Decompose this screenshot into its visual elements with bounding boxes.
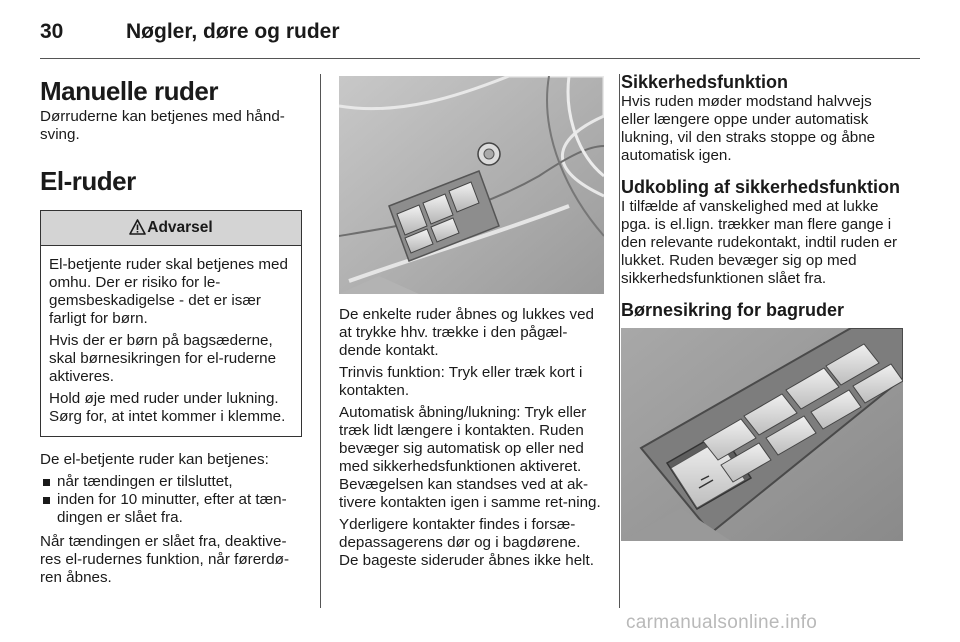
safety-override-text: I tilfælde af vanskelighed med at lukke pga. is el.lign. trækker man flere gange i den relevante rudekontakt, indtil ruden er lukket. Ruden bevæger sig op med sikkerhedsfunktionen slået fra. xyxy=(621,198,898,287)
list-item: inden for 10 minutter, efter at tæn-dingen er slået fra. xyxy=(40,491,304,527)
warning-paragraph-2: Hvis der er børn på bagsæderne, skal børnesikringen for el-ruderne aktiveres. xyxy=(49,332,277,385)
warning-box xyxy=(40,210,302,437)
heading-safety-override: Udkobling af sikkerhedsfunktion xyxy=(621,177,901,197)
column-divider-2 xyxy=(619,74,620,608)
child-lock-switch-illustration xyxy=(621,328,903,541)
chapter-title: Nøgler, døre og ruder xyxy=(126,20,340,43)
warning-triangle-icon xyxy=(129,214,146,248)
heading-safety-function: Sikkerhedsfunktion xyxy=(621,72,789,92)
warning-paragraph-1: El-betjente ruder skal betjenes med omhu. Der er risiko for le-gemsbeskadigelse - det er især farligt for børn. xyxy=(49,256,288,327)
watermark: carmanualsonline.info xyxy=(626,612,818,633)
step-function-text: Trinvis funktion: Tryk eller træk kort i kontakten. xyxy=(339,364,583,399)
column-middle xyxy=(339,72,604,574)
page-number: 30 xyxy=(40,20,64,43)
warning-header xyxy=(41,211,301,246)
manual-windows-text: Dørruderne kan betjenes med hånd-sving. xyxy=(40,108,285,143)
list-item: når tændingen er tilsluttet, xyxy=(40,473,304,491)
heading-manual-windows: Manuelle ruder xyxy=(40,76,218,106)
column-left xyxy=(40,72,304,591)
door-window-switch-illustration xyxy=(339,76,604,294)
column-right xyxy=(621,72,903,541)
operation-conditions-list xyxy=(40,473,304,527)
header-divider xyxy=(40,58,920,59)
safety-function-text: Hvis ruden møder modstand halvvejs eller længere oppe under automatisk lukning, vil den straks stoppe og åbne automatisk igen. xyxy=(621,93,876,164)
heading-electric-windows: El-ruder xyxy=(40,166,136,196)
operation-intro: De el-betjente ruder kan betjenes: xyxy=(40,451,269,468)
switch-usage-text: De enkelte ruder åbnes og lukkes ved at trykke hhv. trække i den pågæl-dende kontakt. xyxy=(339,306,594,359)
ignition-off-text: Når tændingen er slået fra, deaktive-res el-rudernes funktion, når førerdø-ren åbnes. xyxy=(40,533,289,586)
column-divider-1 xyxy=(320,74,321,608)
auto-open-close-text: Automatisk åbning/lukning: Tryk eller træk lidt længere i kontakten. Ruden bevæger sig automatisk op eller ned med sikkerhedsfunktionen aktiveret. Bevægelsen kan standses ved at ak-tivere kontakten igen i samme ret-ning. xyxy=(339,404,601,511)
heading-child-lock: Børnesikring for bagruder xyxy=(621,300,845,320)
warning-title: Advarsel xyxy=(147,219,213,236)
warning-body xyxy=(41,246,301,436)
additional-switches-text: Yderligere kontakter findes i forsæ-depassagerens dør og i bagdørene. De bageste sideruder åbnes ikke helt. xyxy=(339,516,594,569)
page-header xyxy=(40,12,920,52)
warning-paragraph-3: Hold øje med ruder under lukning. Sørg for, at intet kommer i klemme. xyxy=(49,390,286,425)
